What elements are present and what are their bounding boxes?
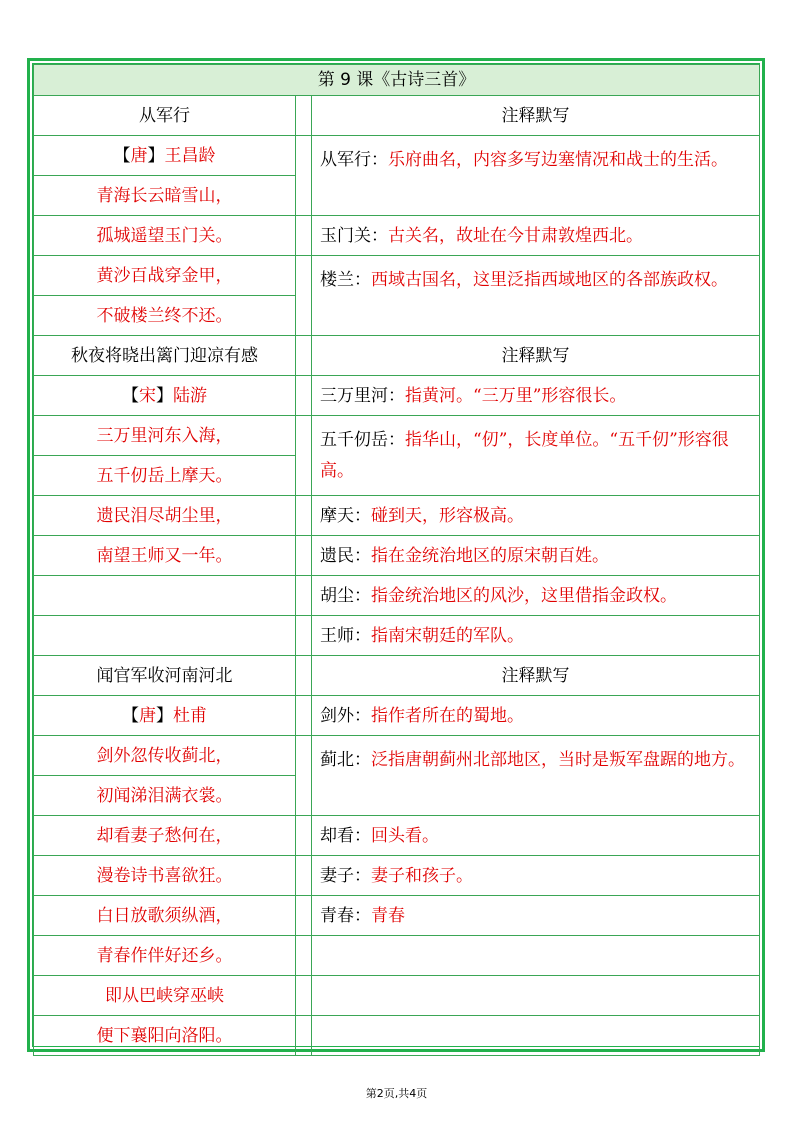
note-item: 蓟北：泛指唐朝蓟州北部地区，当时是叛军盘踞的地方。: [312, 736, 760, 816]
notes-heading: 注释默写: [312, 656, 760, 696]
poem-title: 闻官军收河南河北: [34, 656, 296, 696]
note-item: 王师：指南宋朝廷的军队。: [312, 616, 760, 656]
lesson-title: 第 9 课《古诗三首》: [34, 65, 760, 96]
poem-author-name: 陆游: [173, 385, 207, 406]
note-item: 遗民：指在金统治地区的原宋朝百姓。: [312, 536, 760, 576]
note-item: 却看：回头看。: [312, 816, 760, 856]
poem-dynasty: 唐: [130, 145, 148, 166]
poem-line: 五千仞岳上摩天。: [34, 456, 296, 496]
poem-dynasty: 宋: [139, 385, 156, 406]
empty-cell: [34, 576, 296, 616]
poem-line: 黄沙百战穿金甲，: [34, 256, 296, 296]
note-item: 摩天：碰到天，形容极高。: [312, 496, 760, 536]
poem-line: 白日放歌须纵酒，: [34, 896, 296, 936]
poem-line: 孤城遥望玉门关。: [34, 216, 296, 256]
note-item: 胡尘：指金统治地区的风沙，这里借指金政权。: [312, 576, 760, 616]
poem-line: 南望王师又一年。: [34, 536, 296, 576]
note-item: 从军行：乐府曲名，内容多写边塞情况和战士的生活。: [312, 136, 760, 216]
poem-line: 却看妻子愁何在，: [34, 816, 296, 856]
poem-line: 青春作伴好还乡。: [34, 936, 296, 976]
poem-line: 即从巴峡穿巫峡: [34, 976, 296, 1016]
note-item: 剑外：指作者所在的蜀地。: [312, 696, 760, 736]
poem-line: 剑外忽传收蓟北，: [34, 736, 296, 776]
empty-note: [312, 1016, 760, 1056]
notes-heading: 注释默写: [312, 96, 760, 136]
poem-line: 青海长云暗雪山，: [34, 176, 296, 216]
poem-title: 从军行: [34, 96, 296, 136]
note-item: 楼兰：西域古国名，这里泛指西域地区的各部族政权。: [312, 256, 760, 336]
poem-line: 遗民泪尽胡尘里，: [34, 496, 296, 536]
worksheet-table: [33, 64, 760, 1056]
empty-note: [312, 936, 760, 976]
poem-line: 便下襄阳向洛阳。: [34, 1016, 296, 1056]
note-item: 青春：青春: [312, 896, 760, 936]
poem-line: 漫卷诗书喜欲狂。: [34, 856, 296, 896]
note-item: 妻子：妻子和孩子。: [312, 856, 760, 896]
poem-dynasty: 唐: [139, 705, 156, 726]
poem-title: 秋夜将晓出篱门迎凉有感: [34, 336, 296, 376]
poem-author: 【唐】王昌龄: [34, 136, 296, 176]
empty-note: [312, 976, 760, 1016]
poem-author: 【唐】杜甫: [34, 696, 296, 736]
empty-cell: [34, 616, 296, 656]
note-item: 三万里河：指黄河。“三万里”形容很长。: [312, 376, 760, 416]
poem-author-name: 杜甫: [173, 705, 207, 726]
poem-line: 不破楼兰终不还。: [34, 296, 296, 336]
poem-line: 三万里河东入海，: [34, 416, 296, 456]
poem-line: 初闻涕泪满衣裳。: [34, 776, 296, 816]
page-footer: 第2页,共4页: [365, 1087, 428, 1100]
poem-author-name: 王昌龄: [164, 145, 216, 166]
notes-heading: 注释默写: [312, 336, 760, 376]
poem-author: 【宋】陆游: [34, 376, 296, 416]
note-item: 五千仞岳：指华山，“仞”，长度单位。“五千仞”形容很高。: [312, 416, 760, 496]
note-item: 玉门关：古关名，故址在今甘肃敦煌西北。: [312, 216, 760, 256]
